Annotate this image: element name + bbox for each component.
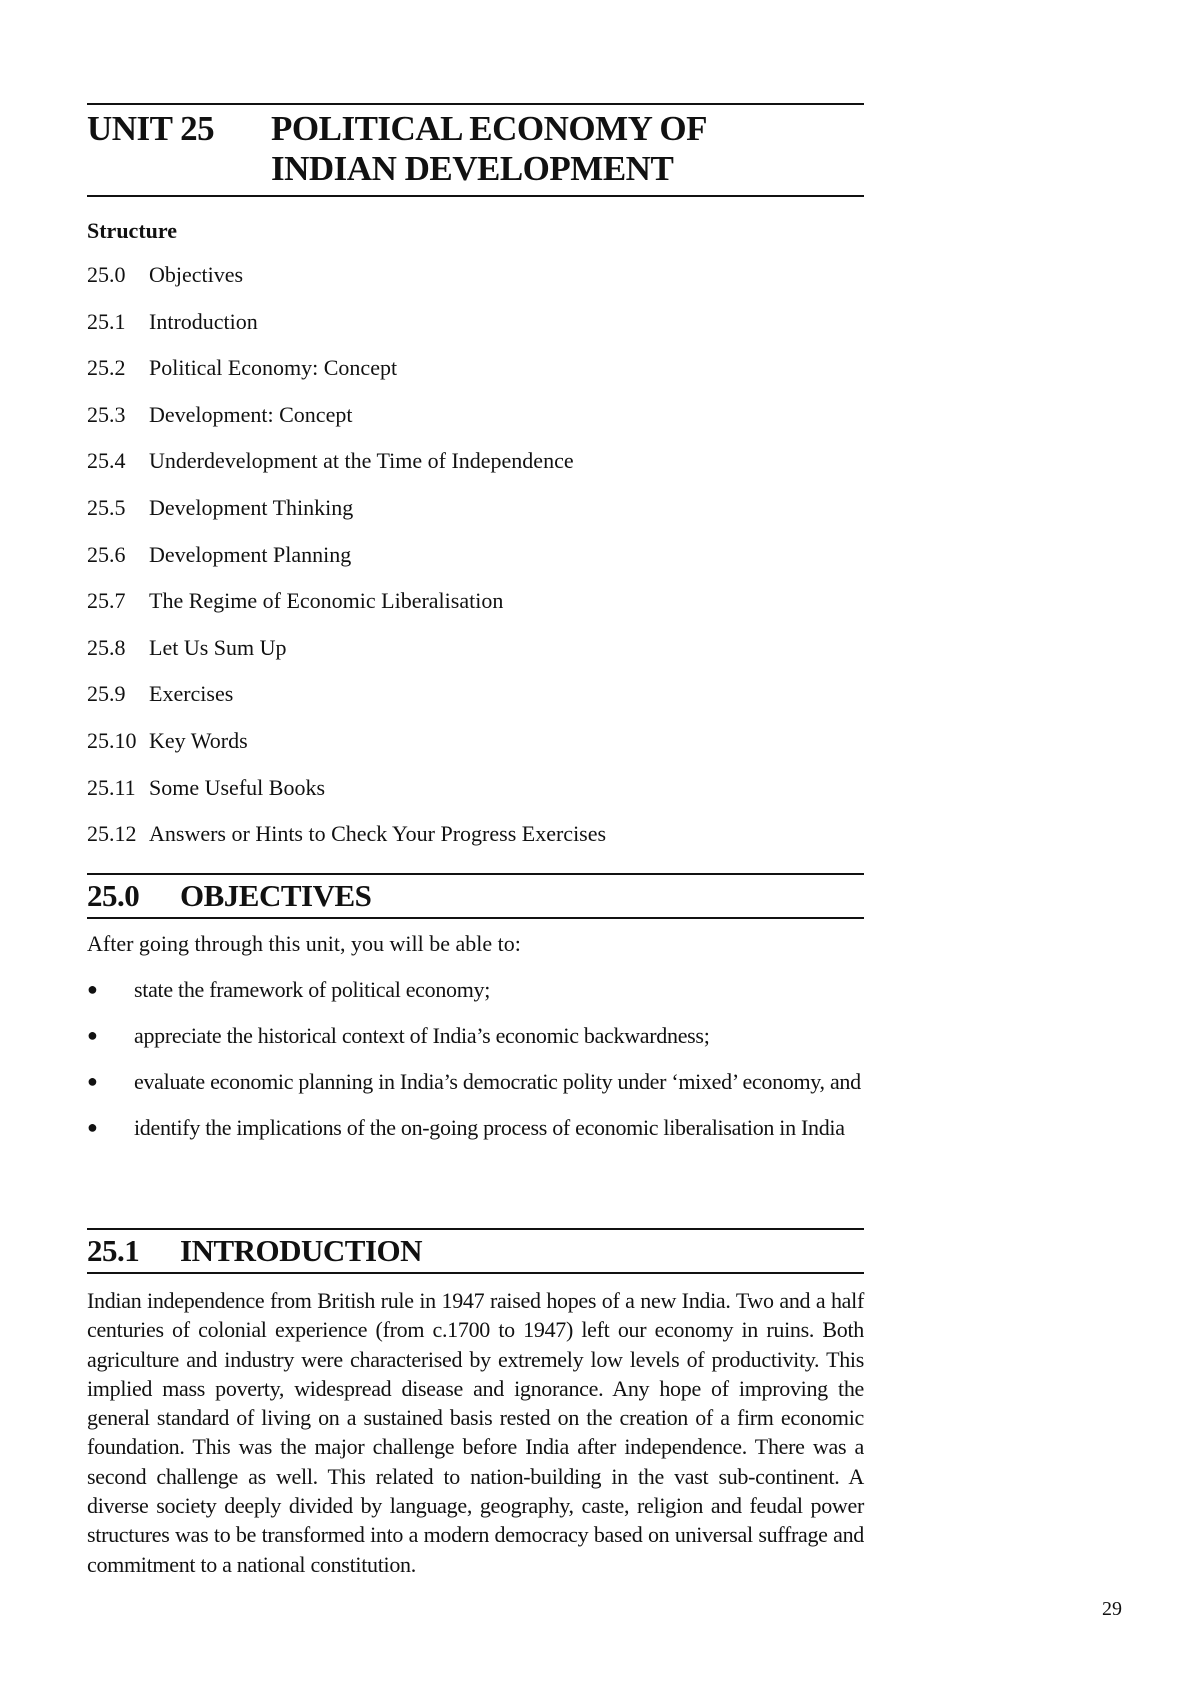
toc-label: Some Useful Books xyxy=(149,774,325,800)
toc-item xyxy=(87,495,606,542)
toc-label: Introduction xyxy=(149,308,258,334)
toc-label: The Regime of Economic Liberalisation xyxy=(149,588,504,614)
section-heading xyxy=(87,875,864,917)
toc-item xyxy=(87,775,606,822)
unit-label: UNIT 25 xyxy=(87,109,215,148)
toc-label: Development: Concept xyxy=(149,401,353,427)
toc-number: 25.3 xyxy=(87,401,126,427)
toc-label: Answers or Hints to Check Your Progress Exercises xyxy=(149,821,607,847)
introduction-paragraph: Indian independence from British rule in 1947 raised hopes of a new India. Two and a half centuries of colonial experience (from c.1700 to 1947) left our economy in ruins. Both agriculture and industry were characterised by extremely low levels of productivity. This implied mass poverty, widespread disease and ignorance. Any hope of improving the general standard of living on a sustained basis rested on the creation of a firm economic foundation. This was the major challenge before India after independence. There was a second challenge as well. This related to nation-building in the vast sub-continent. A diverse society deeply divided by language, geography, caste, religion and feudal power structures was to be transformed into a modern democracy based on universal suffrage and commitment to a national constitution. xyxy=(87,1288,864,1577)
unit-title xyxy=(271,109,707,189)
toc-number: 25.9 xyxy=(87,681,126,707)
toc-label: Political Economy: Concept xyxy=(149,355,398,381)
toc-item xyxy=(87,681,606,728)
page-number: 29 xyxy=(1102,1598,1122,1620)
toc-item xyxy=(87,728,606,775)
toc-number: 25.12 xyxy=(87,821,137,847)
toc-item xyxy=(87,821,606,868)
list-item xyxy=(87,975,864,1004)
toc-label: Underdevelopment at the Time of Independence xyxy=(149,448,574,474)
toc-item xyxy=(87,402,606,449)
toc-number: 25.4 xyxy=(87,448,126,474)
toc-number: 25.0 xyxy=(87,262,126,287)
unit-title-line-1: POLITICAL ECONOMY OF xyxy=(271,109,707,148)
toc-label: Development Thinking xyxy=(149,494,354,520)
list-item-text: appreciate the historical context of India’s economic backwardness; xyxy=(134,1023,710,1048)
toc-label: Exercises xyxy=(149,681,234,707)
unit-title-line-2: INDIAN DEVELOPMENT xyxy=(271,149,674,188)
toc-item xyxy=(87,448,606,495)
toc-label: Key Words xyxy=(149,727,248,753)
toc-label: Objectives xyxy=(149,262,244,287)
list-item-text: evaluate economic planning in India’s democratic polity under ‘mixed’ economy, and xyxy=(134,1069,861,1094)
toc-item xyxy=(87,635,606,682)
objectives-intro: After going through this unit, you will be able to: xyxy=(87,931,521,956)
toc-number: 25.11 xyxy=(87,774,136,800)
bullet-icon: ● xyxy=(87,979,98,999)
list-item-text: state the framework of political economy; xyxy=(134,977,491,1002)
toc-number: 25.10 xyxy=(87,727,137,753)
introduction-section xyxy=(87,1228,864,1579)
toc-item xyxy=(87,355,606,402)
section-heading xyxy=(87,1230,864,1272)
bullet-icon: ● xyxy=(87,1071,98,1091)
toc-item xyxy=(87,588,606,635)
toc-number: 25.2 xyxy=(87,355,126,381)
section-number: 25.0 xyxy=(87,878,140,913)
structure-list xyxy=(87,218,606,868)
section-title: INTRODUCTION xyxy=(180,1233,423,1268)
structure-heading: Structure xyxy=(87,218,178,243)
section-title: OBJECTIVES xyxy=(180,878,372,913)
toc-number: 25.1 xyxy=(87,308,126,334)
section-bottom-rule xyxy=(87,1272,864,1274)
toc-number: 25.8 xyxy=(87,634,126,660)
toc-label: Development Planning xyxy=(149,541,352,567)
list-item xyxy=(87,1021,864,1050)
section-number: 25.1 xyxy=(87,1233,140,1268)
unit-header xyxy=(87,103,864,197)
toc-item xyxy=(87,262,606,309)
bullet-icon: ● xyxy=(87,1117,98,1137)
toc-number: 25.7 xyxy=(87,588,126,614)
list-item-text: identify the implications of the on-going process of economic liberalisation in India xyxy=(134,1115,845,1140)
toc-number: 25.5 xyxy=(87,494,126,520)
unit-title-block xyxy=(87,105,864,195)
bullet-icon: ● xyxy=(87,1025,98,1045)
section-bottom-rule xyxy=(87,917,864,919)
objectives-list xyxy=(87,975,864,1142)
toc-item xyxy=(87,542,606,589)
toc-item xyxy=(87,309,606,356)
toc-number: 25.6 xyxy=(87,541,126,567)
objectives-section xyxy=(87,873,864,1159)
toc-label: Let Us Sum Up xyxy=(149,634,287,660)
header-bottom-rule xyxy=(87,195,864,197)
list-item xyxy=(87,1113,864,1142)
list-item xyxy=(87,1067,864,1096)
